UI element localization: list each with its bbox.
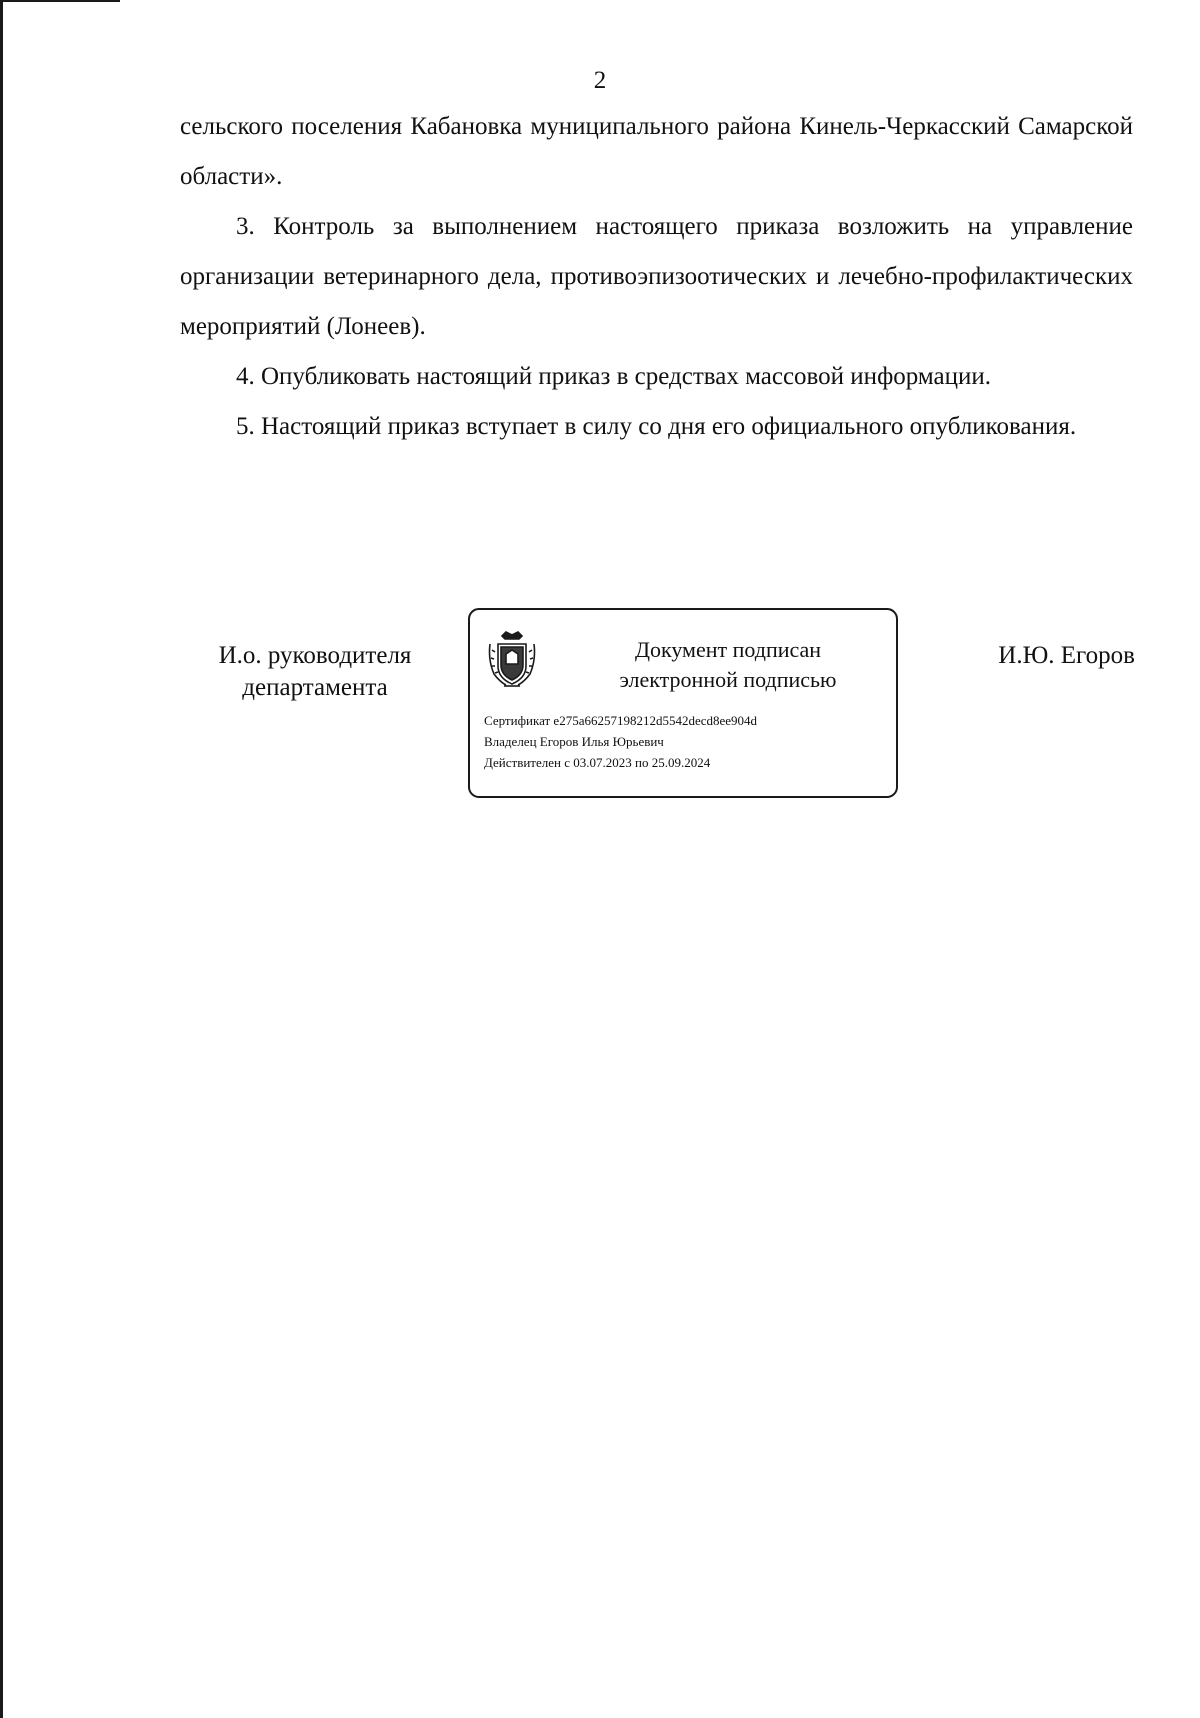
stamp-title-line-1: Документ подписан (634, 637, 822, 662)
paragraph-continuation: сельского поселения Кабановка муниципального района Кинель-Черкасский Самарской области». (180, 113, 1133, 190)
signer-position-line-1: И.о. руководителя (218, 642, 412, 669)
stamp-certificate: Сертификат e275a66257198212d5542decd8ee904d (484, 713, 758, 728)
electronic-signature-stamp (468, 608, 898, 798)
document-body (180, 102, 1133, 452)
top-edge-line (0, 0, 120, 2)
stamp-title-line-2: электронной подписью (619, 667, 837, 692)
paragraph-item-5: 5. Настоящий приказ вступает в силу со дня его официального опубликования. (236, 413, 1077, 440)
coat-of-arms-icon (486, 630, 538, 690)
page-number: 2 (593, 67, 607, 94)
stamp-details (484, 710, 757, 773)
page-edge-line (0, 0, 3, 1718)
stamp-validity: Действителен с 03.07.2023 по 25.09.2024 (484, 755, 711, 770)
paragraph-item-3: 3. Контроль за выполнением настоящего приказа возложить на управление организации ветеринарного дела, противоэпизоотических и лечебно-профилактических мероприятий (Лонеев). (180, 213, 1133, 340)
paragraph-item-4: 4. Опубликовать настоящий приказ в средствах массовой информации. (236, 363, 992, 390)
stamp-owner: Владелец Егоров Илья Юрьевич (484, 734, 664, 749)
signer-position (190, 640, 440, 704)
signer-position-line-2: департамента (242, 674, 388, 701)
signer-name: И.Ю. Егоров (998, 642, 1135, 669)
stamp-title (570, 635, 886, 695)
